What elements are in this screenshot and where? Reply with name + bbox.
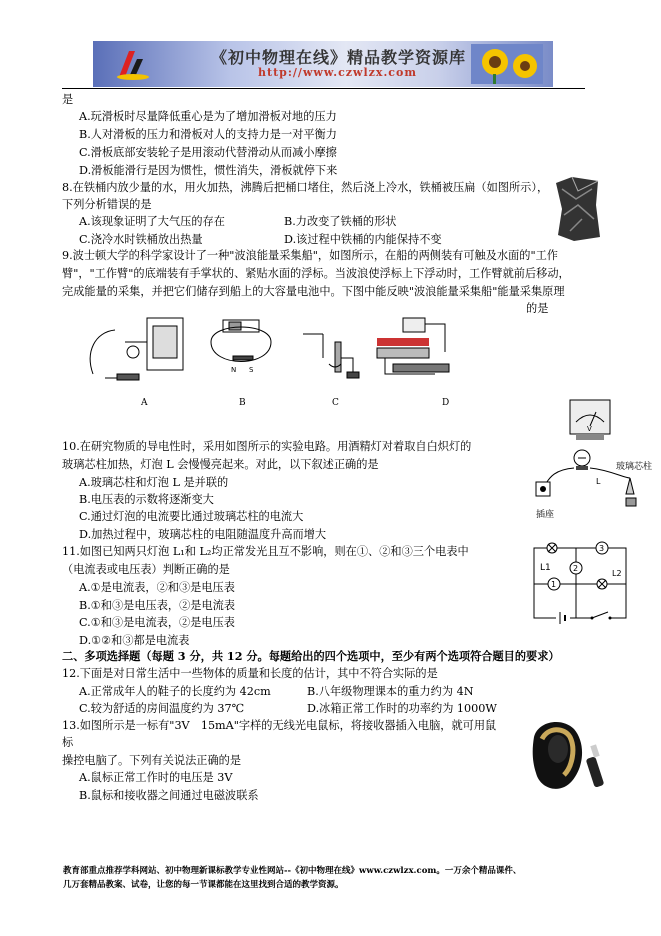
svg-text:V: V <box>587 425 592 433</box>
label-glass-core: 玻璃芯柱 <box>616 462 653 472</box>
question-text: 11.如图已知两只灯泡 L₁和 L₂均正常发光且互不影响，则在①、②和③三个电表中 <box>62 545 469 558</box>
option-text: B.力改变了铁桶的形状 <box>284 215 397 228</box>
wireless-mouse-figure <box>528 715 612 795</box>
option-text: D.①②和③都是电流表 <box>79 634 190 647</box>
option-text: B.①和③是电压表，②是电流表 <box>79 599 236 612</box>
sunflower-icon <box>471 44 543 84</box>
question-text: 标 <box>62 736 74 749</box>
option-text: D.加热过程中，玻璃芯柱的电阻随温度升高而增大 <box>79 528 327 541</box>
site-logo-icon <box>115 47 151 81</box>
q9-figures <box>85 312 465 400</box>
option-text: A.正常成年人的鞋子的长度约为 42cm <box>79 685 271 698</box>
question-text: 的是 <box>526 302 549 315</box>
option-text: B.鼠标和接收器之间通过电磁波联系 <box>79 789 259 802</box>
meter-2-label: 2 <box>573 564 579 573</box>
option-text: D.该过程中铁桶的内能保持不变 <box>284 233 442 246</box>
figure-d <box>377 318 449 374</box>
question-text: （电流表或电压表）判断正确的是 <box>62 563 230 576</box>
figure-c <box>303 334 359 378</box>
option-text: C.浇冷水时铁桶放出热量 <box>79 233 203 246</box>
question-text: 玻璃芯柱加热，灯泡 L 会慢慢亮起来。对此，以下叙述正确的是 <box>62 458 379 471</box>
question-text: 操控电脑了。下列有关说法正确的是 <box>62 754 242 767</box>
option-text: C.①和③是电流表，②是电压表 <box>79 616 235 629</box>
option-text: A.鼠标正常工作时的电压是 3V <box>79 771 233 784</box>
question-text: 10.在研究物质的导电性时，采用如图所示的实验电路。用酒精灯对着取自白炽灯的 <box>62 440 472 453</box>
question-text: 臂"，"工作臂"的底端装有手掌状的、紧贴水面的浮标。当波浪使浮标上下浮动时，工作臂就前后移动， <box>62 267 570 280</box>
figure-label-d: D <box>442 398 450 408</box>
q11-circuit-figure <box>528 540 632 624</box>
option-text: C.通过灯泡的电流要比通过玻璃芯柱的电流大 <box>79 510 304 523</box>
figure-b <box>211 320 271 374</box>
question-text: 12.下面是对日常生活中一些物体的质量和长度的估计，其中不符合实际的是 <box>62 667 438 680</box>
banner-title: 《初中物理在线》精品教学资源库 <box>211 48 467 67</box>
svg-text:L: L <box>596 477 601 486</box>
label-socket: 插座 <box>536 510 555 520</box>
crushed-barrel-figure <box>552 175 602 243</box>
question-text: 8.在铁桶内放少量的水，用火加热，沸腾后把桶口堵住，然后浇上冷水，铁桶被压扁（如图所示）， <box>62 181 549 194</box>
lamp-l1-label: L1 <box>540 563 551 573</box>
option-text: B.八年级物理课本的重力约为 4N <box>307 685 474 698</box>
question-text: 9.波士顿大学的科学家设计了一种"波浪能量采集船"，如图所示，在船的两侧装有可触及水面的"工作 <box>62 249 558 262</box>
header-rule <box>62 88 585 89</box>
question-text: 下列分析错误的是 <box>62 198 152 211</box>
option-text: A.①是电流表，②和③是电压表 <box>79 581 235 594</box>
option-text: B.电压表的示数将逐渐变大 <box>79 493 214 506</box>
option-text: B.人对滑板的压力和滑板对人的支持力是一对平衡力 <box>79 128 337 141</box>
lamp-l2-label: L2 <box>612 569 622 578</box>
option-text: C.较为舒适的房间温度约为 37℃ <box>79 702 245 715</box>
option-text: D.滑板能滑行是因为惯性，惯性消失，滑板就停下来 <box>79 164 338 177</box>
figure-label-a: A <box>141 398 148 408</box>
text-line: 是 <box>62 93 74 106</box>
option-text: D.冰箱正常工作时的功率约为 1000W <box>307 702 497 715</box>
figure-a <box>90 318 183 380</box>
option-text: A.玻璃芯柱和灯泡 L 是并联的 <box>79 476 229 489</box>
option-text: A.玩滑板时尽量降低重心是为了增加滑板对地的压力 <box>79 110 337 123</box>
banner-url: http://www.czwlzx.com <box>258 66 417 79</box>
meter-3-label: 3 <box>599 544 605 553</box>
section-heading: 二、多项选择题（每题 3 分，共 12 分。每题给出的四个选项中，至少有两个选项符合题目的要求） <box>62 649 560 663</box>
header-banner <box>93 41 553 87</box>
option-text: C.滑板底部安装轮子是用滚动代替滑动从而减小摩擦 <box>79 146 337 159</box>
figure-label-c: C <box>332 398 339 408</box>
question-text: 13.如图所示是一标有"3V 15mA"字样的无线光电鼠标，将接收器插入电脑，就可用鼠 <box>62 719 497 732</box>
footer-line: 几万套精品教案、试卷，让您的每一节课都能在这里找到合适的教学资源。 <box>63 880 344 890</box>
meter-1-label: 1 <box>551 580 557 589</box>
footer-line: 教育部重点推荐学科网站、初中物理新课标教学专业性网站--《初中物理在线》www.czwlzx.com。一万余个精品课件、 <box>63 866 522 876</box>
option-text: A.该现象证明了大气压的存在 <box>79 215 225 228</box>
svg-text:N: N <box>231 366 237 374</box>
figure-label-b: B <box>239 398 246 408</box>
question-text: 完成能量的采集，并把它们储存到船上的大容量电池中。下图中能反映"波浪能量采集船"能量采集原理 <box>62 285 565 298</box>
svg-text:S: S <box>249 366 254 374</box>
